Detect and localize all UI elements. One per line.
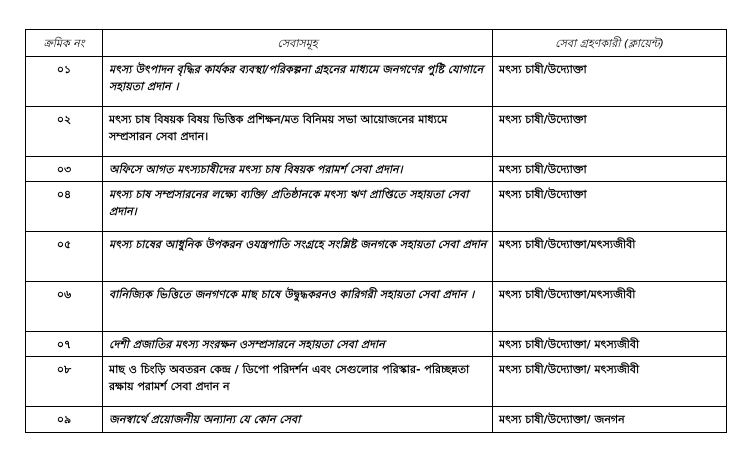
table-row xyxy=(26,357,727,407)
row-serial-number: ০৪ xyxy=(26,182,103,232)
row-service-description: জনস্বার্থে প্রয়োজনীয় অন্যান্য যে কোন সেবা xyxy=(103,407,493,433)
row-service-description: মৎস্য চাষ সম্প্রসারনের লক্ষ্যে ব্যক্তি/ প্রতিষ্ঠানকে মৎস্য ঋণ প্রাপ্তিতে সহায়তা সেবা প্রদান। xyxy=(103,182,493,232)
table-row xyxy=(26,282,727,332)
row-service-recipient: মৎস্য চাষী/উদ্যোক্তা xyxy=(493,157,727,182)
row-service-description: বানিজ্যিক ভিত্তিতে জনগণকে মাছ চাষে উদ্বুদ্ধকরনও কারিগরী সহায়তা সেবা প্রদান । xyxy=(103,282,493,332)
row-service-description: অফিসে আগত মৎস্যচাষীদের মৎস্য চাষ বিষয়ক পরামর্শ সেবা প্রদান। xyxy=(103,157,493,182)
row-service-description: দেশী প্রজাতির মৎস্য সংরক্ষন ওসম্প্রসারনে সহায়তা সেবা প্রদান xyxy=(103,332,493,357)
row-service-recipient: মৎস্য চাষী/উদ্যোক্তা xyxy=(493,57,727,107)
row-service-recipient: মৎস্য চাষী/উদ্যোক্তা xyxy=(493,182,727,232)
row-serial-number: ০১ xyxy=(26,57,103,107)
row-serial-number: ০৭ xyxy=(26,332,103,357)
row-serial-number: ০৫ xyxy=(26,232,103,282)
table-row xyxy=(26,182,727,232)
header-serial-number: ক্রমিক নং xyxy=(26,30,103,57)
row-serial-number: ০৩ xyxy=(26,157,103,182)
row-serial-number: ০৮ xyxy=(26,357,103,407)
row-serial-number: ০২ xyxy=(26,107,103,157)
row-service-description: মৎস্য চাষের আধুনিক উপকরন ওযন্ত্রপাতি সংগ্রহে সংশ্লিষ্ট জনগকে সহায়তা সেবা প্রদান xyxy=(103,232,493,282)
table-header-row xyxy=(26,30,727,57)
row-service-recipient: মৎস্য চাষী/উদ্যোক্তা/ মৎস্যজীবী xyxy=(493,357,727,407)
table-row xyxy=(26,407,727,433)
table-row xyxy=(26,57,727,107)
row-service-description: মাছ ও চিংড়ি অবতরন কেন্দ্র / ডিপো পরিদর্শন এবং সেগুলোর পরিস্কার- পরিচ্ছন্নতা রক্ষায় পরামর্শ সেবা প্রদান ন xyxy=(103,357,493,407)
row-service-description: মৎস্য উৎপাদন বৃদ্ধির কার্যকর ব্যবস্থা/পরিকল্পনা গ্রহনের মাধ্যমে জনগণের পুষ্টি যোগানে সহায়তা প্রদান । xyxy=(103,57,493,107)
table-row xyxy=(26,332,727,357)
row-service-recipient: মৎস্য চাষী/উদ্যোক্তা xyxy=(493,107,727,157)
services-table xyxy=(25,29,727,433)
row-serial-number: ০৯ xyxy=(26,407,103,433)
table-row xyxy=(26,157,727,182)
row-serial-number: ০৬ xyxy=(26,282,103,332)
row-service-description: মৎস্য চাষ বিষয়ক বিষয় ভিত্তিক প্রশিক্ষন/মত বিনিময় সভা আয়োজনের মাধ্যমে সম্প্রসারন সেবা প্রদান। xyxy=(103,107,493,157)
table-row xyxy=(26,107,727,157)
citizen-charter-sheet xyxy=(25,29,726,433)
header-services: সেবাসমূহ xyxy=(103,30,493,57)
row-service-recipient: মৎস্য চাষী/উদ্যোক্তা/মৎস্যজীবী xyxy=(493,282,727,332)
row-service-recipient: মৎস্য চাষী/উদ্যোক্তা/মৎস্যজীবী xyxy=(493,232,727,282)
row-service-recipient: মৎস্য চাষী/উদ্যোক্তা/ মৎস্যজীবী xyxy=(493,332,727,357)
table-row xyxy=(26,232,727,282)
row-service-recipient: মৎস্য চাষী/উদ্যোক্তা/ জনগন xyxy=(493,407,727,433)
header-service-recipient: সেবা গ্রহণকারী (ক্লায়েন্ট) xyxy=(493,30,727,57)
